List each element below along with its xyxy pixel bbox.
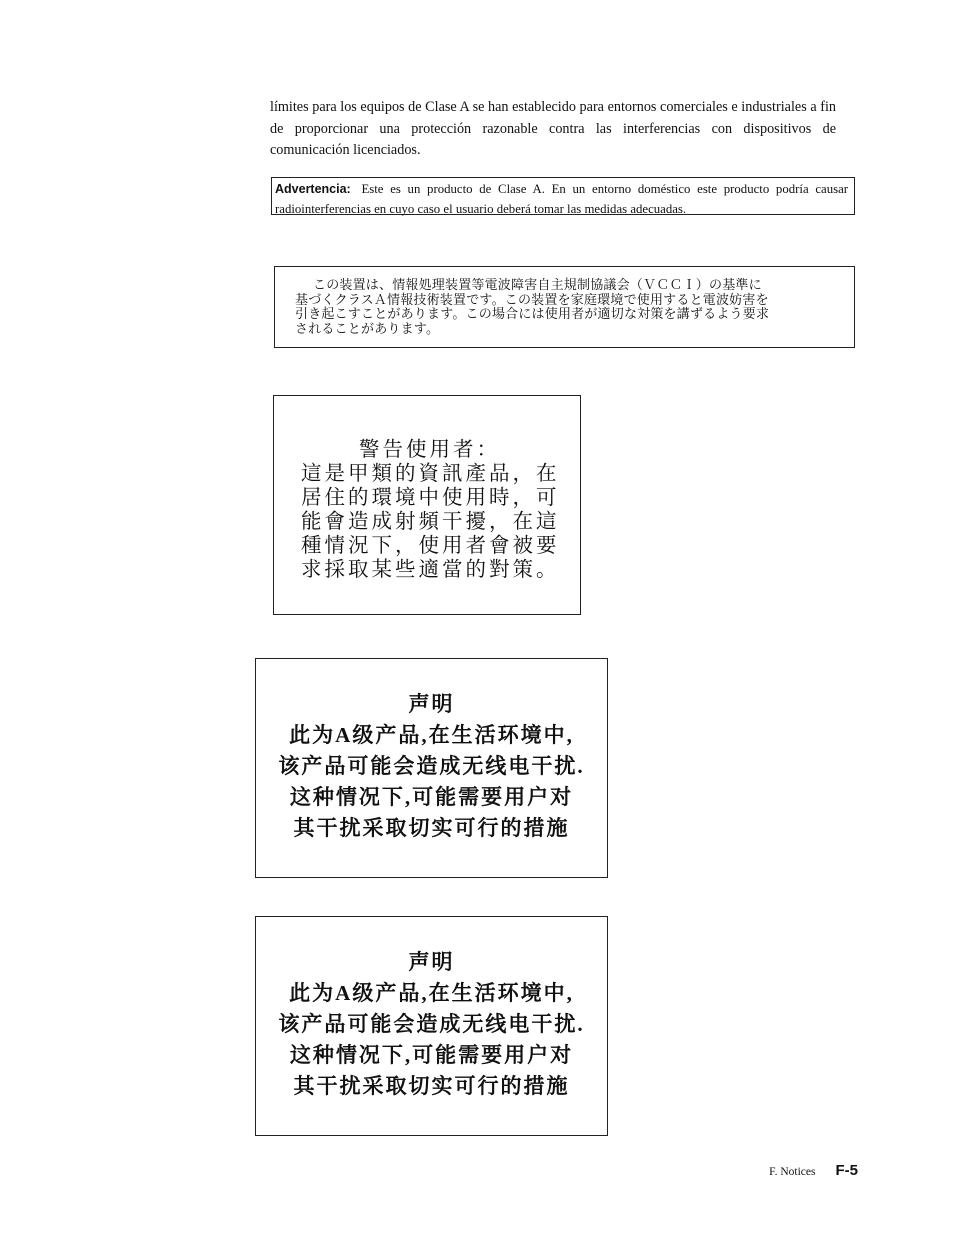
china-notice-line: 这种情况下,可能需要用户对 [289,785,574,809]
china-notice-line: 这种情况下,可能需要用户对 [289,1043,574,1067]
page-footer [769,1162,858,1180]
china-notice-line: 此为A级产品,在生活环境中, [289,723,574,747]
china-notice-line: 该产品可能会造成无线电干扰. [278,1012,585,1036]
spanish-warning-box [271,177,855,215]
china-notice-box [255,658,608,878]
vcci-notice-box [274,266,855,348]
vcci-line: されることがあります。 [295,321,440,337]
china-notice-box [255,916,608,1136]
vcci-line: 基づくクラスＡ情報技術装置です。この装置を家庭環境で使用すると電波妨害を [295,291,769,307]
china-notice-line: 该产品可能会造成无线电干扰. [278,754,585,778]
vcci-line: 引き起こすことがあります。この場合には使用者が適切な対策を講ずるよう要求 [295,306,770,322]
taiwan-notice-line: 求採取某些適當的對策。 [301,559,560,581]
taiwan-notice-line: 能會造成射頻干擾，在這 [301,511,560,533]
warning-label: Advertencia: [275,182,351,196]
china-notice-line: 其干扰采取切实可行的措施 [293,1074,570,1098]
china-notice-line: 其干扰采取切实可行的措施 [293,816,570,840]
taiwan-notice-heading: 警告使用者： [359,439,500,461]
warning-text: Este es un producto de Clase A. En un entorno doméstico este producto podría causar radiointerferencias en cuyo caso el usuario deberá tomar las medidas adecuadas. [275,182,849,216]
taiwan-bsmi-notice-box [273,395,581,615]
footer-section-title: F. Notices [769,1166,816,1178]
china-notice-heading: 声明 [408,692,455,716]
china-notice-line: 此为A级产品,在生活环境中, [289,981,574,1005]
taiwan-notice-line: 居住的環境中使用時，可 [301,487,560,509]
taiwan-notice-line: 這是甲類的資訊產品，在 [301,463,560,485]
intro-paragraph: límites para los equipos de Clase A se han establecido para entornos comerciales e industriales a fin de proporcionar una protección razonable contra las interferencias con dispositivos de comunicación licenciados. [270,99,836,158]
china-notice-heading: 声明 [408,950,455,974]
taiwan-notice-line: 種情況下，使用者會被要 [301,535,560,557]
vcci-line: この装置は、情報処理装置等電波障害自主規制協議会（ＶＣＣＩ）の基準に [313,277,762,292]
page-number: F-5 [835,1162,858,1179]
